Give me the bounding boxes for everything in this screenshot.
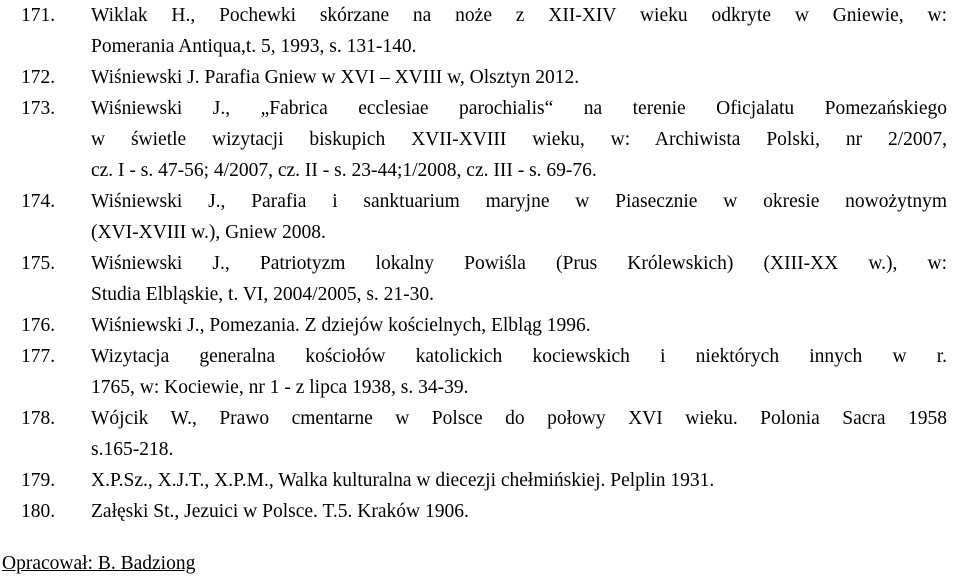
- bibliography-entry: [0, 248, 960, 310]
- bibliography-entry: [0, 465, 960, 496]
- entry-line: 1765, w: Kociewie, nr 1 - z lipca 1938, s. 34-39.: [91, 377, 469, 398]
- entry-number: 173.: [21, 98, 56, 119]
- entry-text: [91, 248, 947, 310]
- entry-line: cz. I - s. 47-56; 4/2007, cz. II - s. 23-44;1/2008, cz. III - s. 69-76.: [91, 160, 597, 181]
- entry-text: [91, 496, 947, 527]
- entry-line: w świetle wizytacji biskupich XVII-XVIII wieku, w: Archiwista Polski, nr 2/2007,: [91, 129, 947, 150]
- entry-number: 174.: [21, 191, 56, 212]
- entry-text: [91, 0, 947, 62]
- entry-number: 171.: [21, 5, 56, 26]
- entry-line: s.165-218.: [91, 439, 174, 460]
- entry-line: Wizytacja generalna kościołów katolickich kociewskich i niektórych innych w r.: [91, 346, 947, 367]
- bibliography-entry: [0, 310, 960, 341]
- bibliography-entry: [0, 62, 960, 93]
- entry-text: [91, 62, 947, 93]
- entry-line: Wiśniewski J., „Fabrica ecclesiae parochialis“ na terenie Oficjalatu Pomezańskiego: [91, 98, 947, 119]
- entry-number: 172.: [21, 67, 56, 88]
- entry-number: 180.: [21, 501, 56, 522]
- entry-number: 176.: [21, 315, 56, 336]
- entry-line: Wiśniewski J., Patriotyzm lokalny Powiśla (Prus Królewskich) (XIII-XX w.), w:: [91, 253, 947, 274]
- entry-line: Pomerania Antiqua,t. 5, 1993, s. 131-140.: [91, 36, 417, 57]
- entry-line: (XVI-XVIII w.), Gniew 2008.: [91, 222, 326, 243]
- entry-line: Wiśniewski J., Pomezania. Z dziejów kościelnych, Elbląg 1996.: [91, 315, 591, 336]
- entry-line: X.P.Sz., X.J.T., X.P.M., Walka kulturalna w diecezji chełmińskiej. Pelplin 1931.: [91, 470, 715, 491]
- author-credit: Opracował: B. Badziong: [2, 553, 196, 574]
- entry-text: [91, 341, 947, 403]
- entry-text: [91, 403, 947, 465]
- bibliography-entry: [0, 403, 960, 465]
- entry-text: [91, 310, 947, 341]
- entry-number: 178.: [21, 408, 56, 429]
- entry-text: [91, 465, 947, 496]
- entry-line: Studia Elbląskie, t. VI, 2004/2005, s. 21-30.: [91, 284, 435, 305]
- entry-text: [91, 186, 947, 248]
- entry-number: 175.: [21, 253, 56, 274]
- entry-number: 179.: [21, 470, 56, 491]
- entry-line: Wiklak H., Pochewki skórzane na noże z XII-XIV wieku odkryte w Gniewie, w:: [91, 5, 947, 26]
- entry-line: Wiśniewski J. Parafia Gniew w XVI – XVIII w, Olsztyn 2012.: [91, 67, 580, 88]
- bibliography-entry: [0, 496, 960, 527]
- bibliography-entry: [0, 0, 960, 62]
- bibliography-entry: [0, 186, 960, 248]
- entry-text: [91, 93, 947, 186]
- entry-number: 177.: [21, 346, 56, 367]
- entry-line: Załęski St., Jezuici w Polsce. T.5. Kraków 1906.: [91, 501, 469, 522]
- entry-line: Wójcik W., Prawo cmentarne w Polsce do połowy XVI wieku. Polonia Sacra 1958: [91, 408, 947, 429]
- entry-line: Wiśniewski J., Parafia i sanktuarium maryjne w Piasecznie w okresie nowożytnym: [91, 191, 947, 212]
- bibliography-entry: [0, 93, 960, 186]
- bibliography-entry: [0, 341, 960, 403]
